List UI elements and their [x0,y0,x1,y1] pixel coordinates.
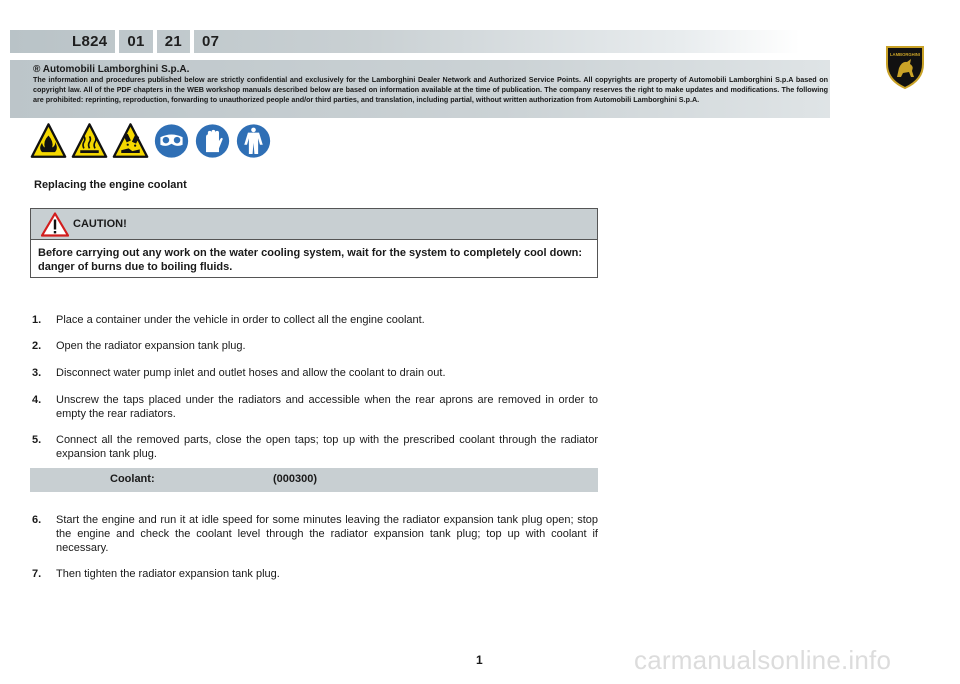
section-title: Replacing the engine coolant [34,179,187,191]
step-number: 2. [32,340,42,352]
watermark: carmanualsonline.info [634,645,892,675]
step-6 [32,513,598,555]
step-number: 5. [32,434,42,446]
step-5 [32,433,598,461]
flammable-warning-icon [30,121,67,161]
coolant-spec-box [30,468,598,492]
coolant-label: Coolant: [110,473,155,485]
hot-surface-warning-icon [71,121,108,161]
caution-header [31,209,597,240]
document-code-bar [10,30,800,53]
step-4 [32,393,598,421]
code-subgroup: 21 [164,33,182,50]
safety-icons [30,121,272,161]
page-number: 1 [476,653,483,667]
safety-goggles-icon [153,121,190,161]
step-1 [32,313,598,327]
coolant-code: (000300) [273,473,318,485]
step-text: Unscrew the taps placed under the radiators and accessible when the rear aprons are removed in order to empty the rear radiators. [56,394,598,420]
caution-box [30,208,598,278]
code-model: L824 [72,33,108,50]
step-text: Place a container under the vehicle in order to collect all the engine coolant. [56,314,425,326]
protective-gloves-icon [194,121,231,161]
step-7 [32,567,598,581]
step-number: 6. [32,514,42,526]
corrosive-warning-icon [112,121,149,161]
step-text: Disconnect water pump inlet and outlet hoses and allow the coolant to drain out. [56,367,446,379]
step-number: 7. [32,568,42,580]
step-number: 3. [32,367,42,379]
warning-triangle-icon [41,212,69,237]
step-text: Connect all the removed parts, close the open taps; top up with the prescribed coolant through the radiator expansion tank plug. [56,434,598,460]
step-3 [32,366,598,380]
caution-text: Before carrying out any work on the water cooling system, wait for the system to completely cool down: danger of burns due to boiling fluids. [38,247,582,273]
svg-text:LAMBORGHINI: LAMBORGHINI [889,52,921,57]
step-text: Then tighten the radiator expansion tank plug. [56,568,280,580]
lamborghini-shield-icon [884,44,926,90]
copyright-title: ® Automobili Lamborghini S.p.A. [33,64,190,75]
step-text: Start the engine and run it at idle speed for some minutes leaving the radiator expansion tank plug open; stop the engine and check the coolant level through the radiator expansion tank plug; top up with coolant if necessary. [56,514,598,554]
caution-title: CAUTION! [73,218,127,230]
code-group: 01 [127,33,145,50]
step-number: 4. [32,394,42,406]
step-number: 1. [32,314,42,326]
copyright-body: The information and procedures published below are strictly confidential and exclusively for the Lamborghini Dealer Network and Authorized Service Points. All copyrights are property of Automobili Lamborghini S.p.A based on copyright law. All of the PDF chapters in the WEB workshop manuals described below are based on information available at the time of publication. The company reserves the right to make updates and modifications. The following are prohibited: reprinting, reproduction, forwarding to unauthorized people and/or third parties, and translation, including partial, without written authorization from Automobili Lamborghini S.p.A. [33,75,828,104]
step-text: Open the radiator expansion tank plug. [56,340,246,352]
copyright-notice [10,60,830,118]
protective-suit-icon [235,121,272,161]
code-procedure: 07 [201,33,220,50]
step-2 [32,339,598,353]
